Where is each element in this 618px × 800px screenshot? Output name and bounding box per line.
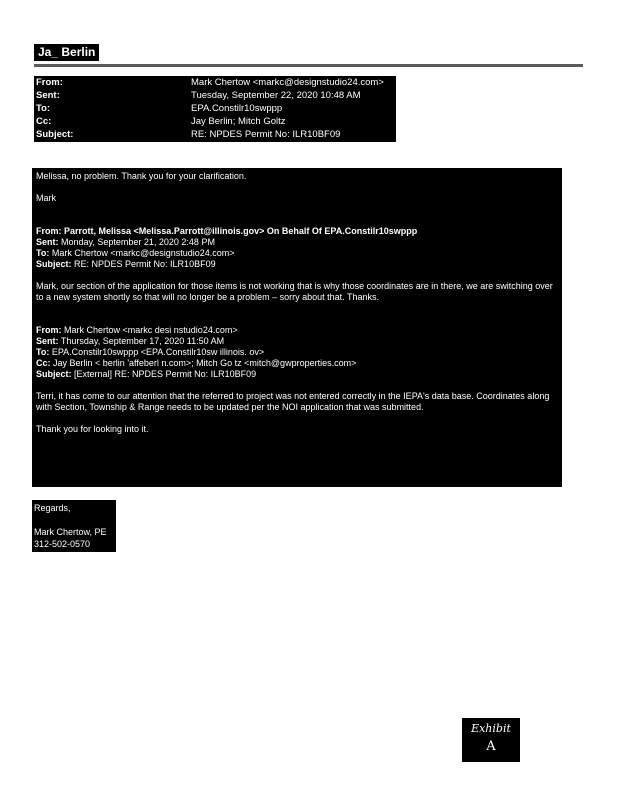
reply-one-from: From: Parrott, Melissa <Melissa.Parrott@illinois.gov> On Behalf Of EPA.Constilr10swppp [36,226,418,236]
email-body [32,168,562,487]
reply-one-sent: Sent: Monday, September 21, 2020 2:48 PM [36,237,215,247]
header-sent-row [36,89,396,102]
signature-phone: 312-502-0570 [34,539,91,549]
email-header-block [34,76,396,142]
quoted-reply-one [36,226,558,303]
document-name-tag: Ja_ Berlin [34,44,99,61]
exhibit-stamp-word: Exhibit [471,722,511,735]
header-to-row [36,102,396,115]
header-divider [34,64,583,67]
reply-one-to: To: Mark Chertow <markc@designstudio24.com> [36,248,235,258]
cc-label: Cc: [36,116,52,127]
reply-two-from: From: Mark Chertow <markc desi nstudio24.com> [36,325,238,335]
signature-name: Mark Chertow, PE [34,527,107,537]
header-subject-row [36,128,396,141]
header-cc-row [36,115,396,128]
reply-one-body: Mark, our section of the application for those items is not working that is why those coordinates are in there, we are switching over to a new system shortly so that will no longer be a problem – sorry about that. Thanks. [36,281,553,302]
signature-regards: Regards, [34,503,71,513]
to-label: To: [36,103,51,114]
subject-label: Subject: [36,129,74,140]
exhibit-stamp-letter: A [486,739,496,754]
cc-value[interactable]: Jay Berlin; Mitch Goltz [191,116,286,127]
sent-value: Tuesday, September 22, 2020 10:48 AM [191,90,361,101]
exhibit-stamp [462,718,520,762]
header-from-row [36,76,396,89]
message-signoff: Mark [36,193,56,203]
reply-two-subject: Subject: [External] RE: NPDES Permit No: ILR10BF09 [36,369,257,379]
reply-two-sent: Sent: Thursday, September 17, 2020 11:50 AM [36,336,225,346]
reply-two-closing: Thank you for looking into it. [36,424,149,434]
reply-one-subject: Subject: RE: NPDES Permit No: ILR10BF09 [36,259,216,269]
to-value[interactable]: EPA.Constilr10swppp [191,103,283,114]
signature-block [32,500,116,552]
from-value[interactable]: Mark Chertow <markc@designstudio24.com> [191,77,384,88]
subject-value: RE: NPDES Permit No: ILR10BF09 [191,129,341,140]
sent-label: Sent: [36,90,60,101]
message-line: Melissa, no problem. Thank you for your clarification. [36,171,247,181]
from-label: From: [36,77,63,88]
quoted-reply-two [36,325,558,435]
reply-two-to: To: EPA.Constilr10swppp <EPA.Constilr10sw illinois. ov> [36,347,265,357]
reply-two-body: Terri, it has come to our attention that the referred to project was not entered correctly in the IEPA's data base. Coordinates along with Section, Township & Range needs to be updated per the NOI application that was submitted. [36,391,550,412]
reply-two-cc: Cc: Jay Berlin < berlin 'affeberl n.com>; Mitch Go tz <mitch@gwproperties.com> [36,358,357,368]
